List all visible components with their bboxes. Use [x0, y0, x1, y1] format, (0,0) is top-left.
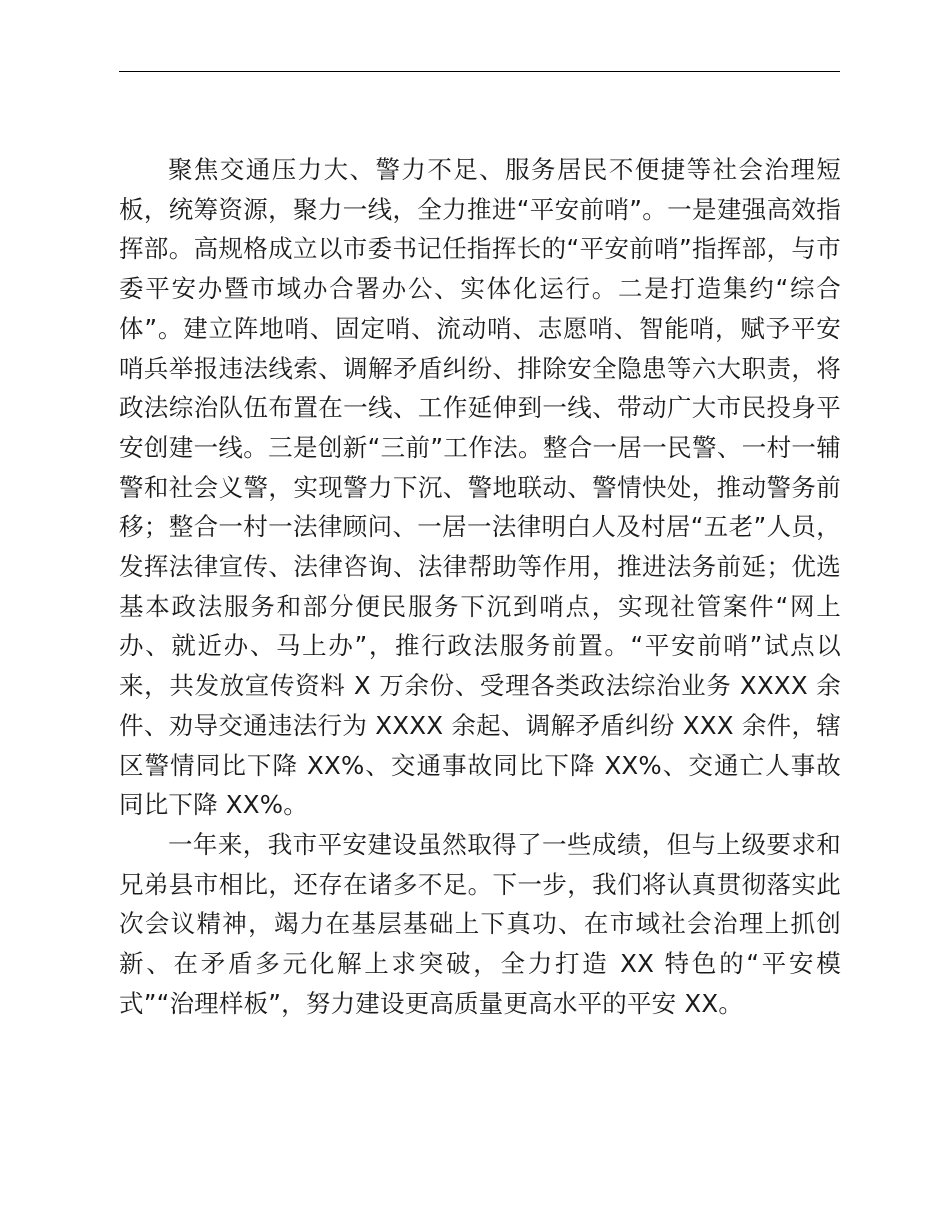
body-paragraph-1: 聚焦交通压力大、警力不足、服务居民不便捷等社会治理短板，统筹资源，聚力一线，全力推进“平安前哨”。一是建强高效指挥部。高规格成立以市委书记任指挥长的“平安前哨”指挥部，与市委平安办暨市域办合署办公、实体化运行。二是打造集约“综合体”。建立阵地哨、固定哨、流动哨、志愿哨、智能哨，赋予平安哨兵举报违法线索、调解矛盾纠纷、排除安全隐患等六大职责，将政法综治队伍布置在一线、工作延伸到一线、带动广大市民投身平安创建一线。三是创新“三前”工作法。整合一居一民警、一村一辅警和社会义警，实现警力下沉、警地联动、警情快处，推动警务前移；整合一村一法律顾问、一居一法律明白人及村居“五老”人员，发挥法律宣传、法律咨询、法律帮助等作用，推进法务前延；优选基本政法服务和部分便民服务下沉到哨点，实现社管案件“网上办、就近办、马上办”，推行政法服务前置。“平安前哨”试点以来，共发放宣传资料 X 万余份、受理各类政法综治业务 XXXX 余件、劝导交通违法行为 XXXX 余起、调解矛盾纠纷 XXX 余件，辖区警情同比下降 XX%、交通事故同比下降 XX%、交通亡人事故同比下降 XX%。: [119, 155, 841, 820]
header-rule: [119, 71, 840, 72]
body-paragraph-2: 一年来，我市平安建设虽然取得了一些成绩，但与上级要求和兄弟县市相比，还存在诸多不足。下一步，我们将认真贯彻落实此次会议精神，竭力在基层基础上下真功、在市域社会治理上抓创新、在矛盾多元化解上求突破，全力打造 XX 特色的“平安模式”“治理样板”，努力建设更高质量更高水平的平安 XX。: [119, 829, 841, 1018]
document-body: [119, 150, 841, 1023]
